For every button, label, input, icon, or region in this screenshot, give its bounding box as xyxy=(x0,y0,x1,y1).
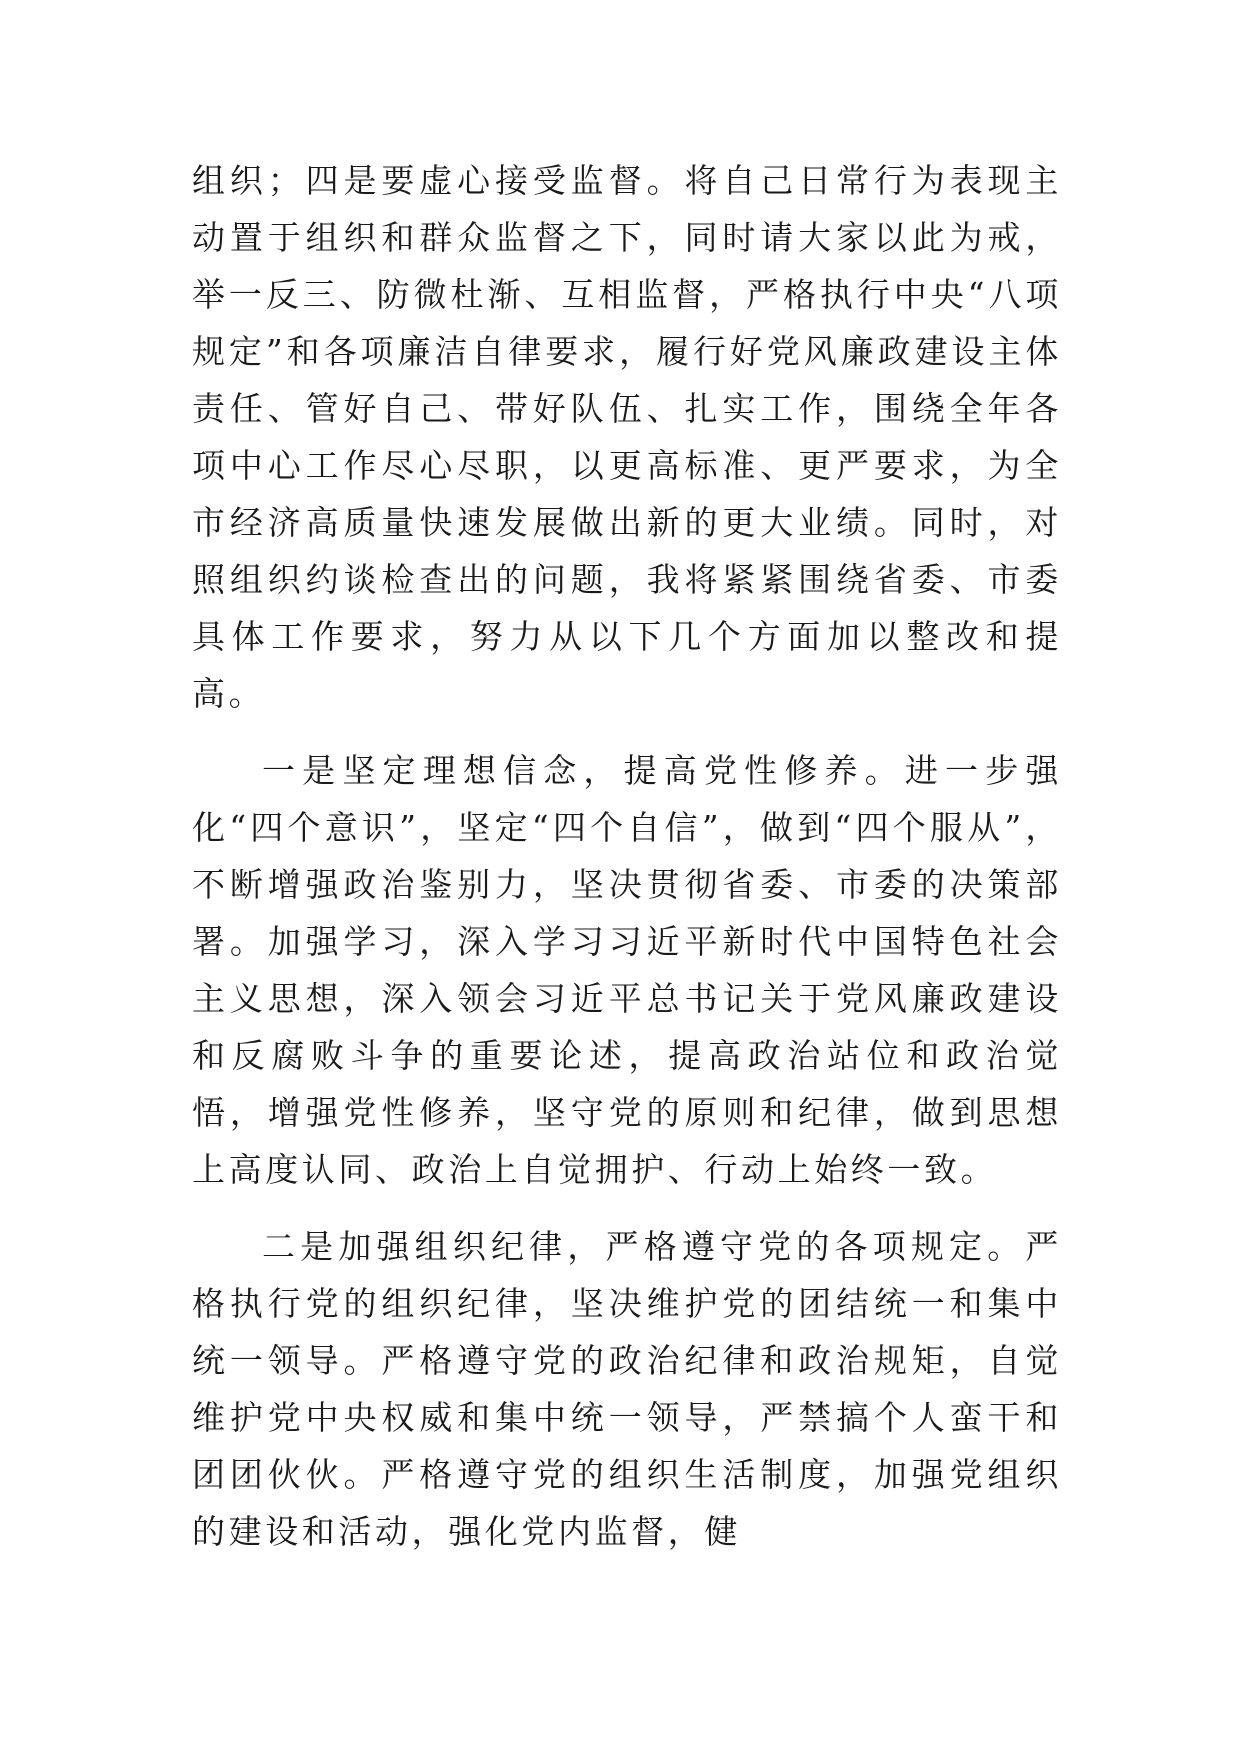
paragraph-ideals-and-beliefs: 一是坚定理想信念，提高党性修养。进一步强化“四个意识”，坚定“四个自信”，做到“四个服从”，不断增强政治鉴别力，坚决贯彻省委、市委的决策部署。加强学习，深入学习习近平新时代中国特色社会主义思想，深入领会习近平总书记关于党风廉政建设和反腐败斗争的重要论述，提高政治站位和政治觉悟，增强党性修养，坚守党的原则和纪律，做到思想上高度认同、政治上自觉拥护、行动上始终一致。 xyxy=(192,751,1062,1189)
document-body xyxy=(192,152,1062,1560)
paragraph-organizational-discipline: 二是加强组织纪律，严格遵守党的各项规定。严格执行党的组织纪律，坚决维护党的团结统一和集中统一领导。严格遵守党的政治纪律和政治规矩，自觉维护党中央权威和集中统一领导，严禁搞个人蛮干和团团伙伙。严格遵守党的组织生活制度，加强党组织的建设和活动，强化党内监督，健 xyxy=(192,1227,1062,1551)
paragraph-continuation: 组织；四是要虚心接受监督。将自己日常行为表现主动置于组织和群众监督之下，同时请大家以此为戒，举一反三、防微杜渐、互相监督，严格执行中央“八项规定”和各项廉洁自律要求，履行好党风廉政建设主体责任、管好自己、带好队伍、扎实工作，围绕全年各项中心工作尽心尽职，以更高标准、更严要求，为全市经济高质量快速发展做出新的更大业绩。同时，对照组织约谈检查出的问题，我将紧紧围绕省委、市委具体工作要求，努力从以下几个方面加以整改和提高。 xyxy=(192,161,1062,713)
